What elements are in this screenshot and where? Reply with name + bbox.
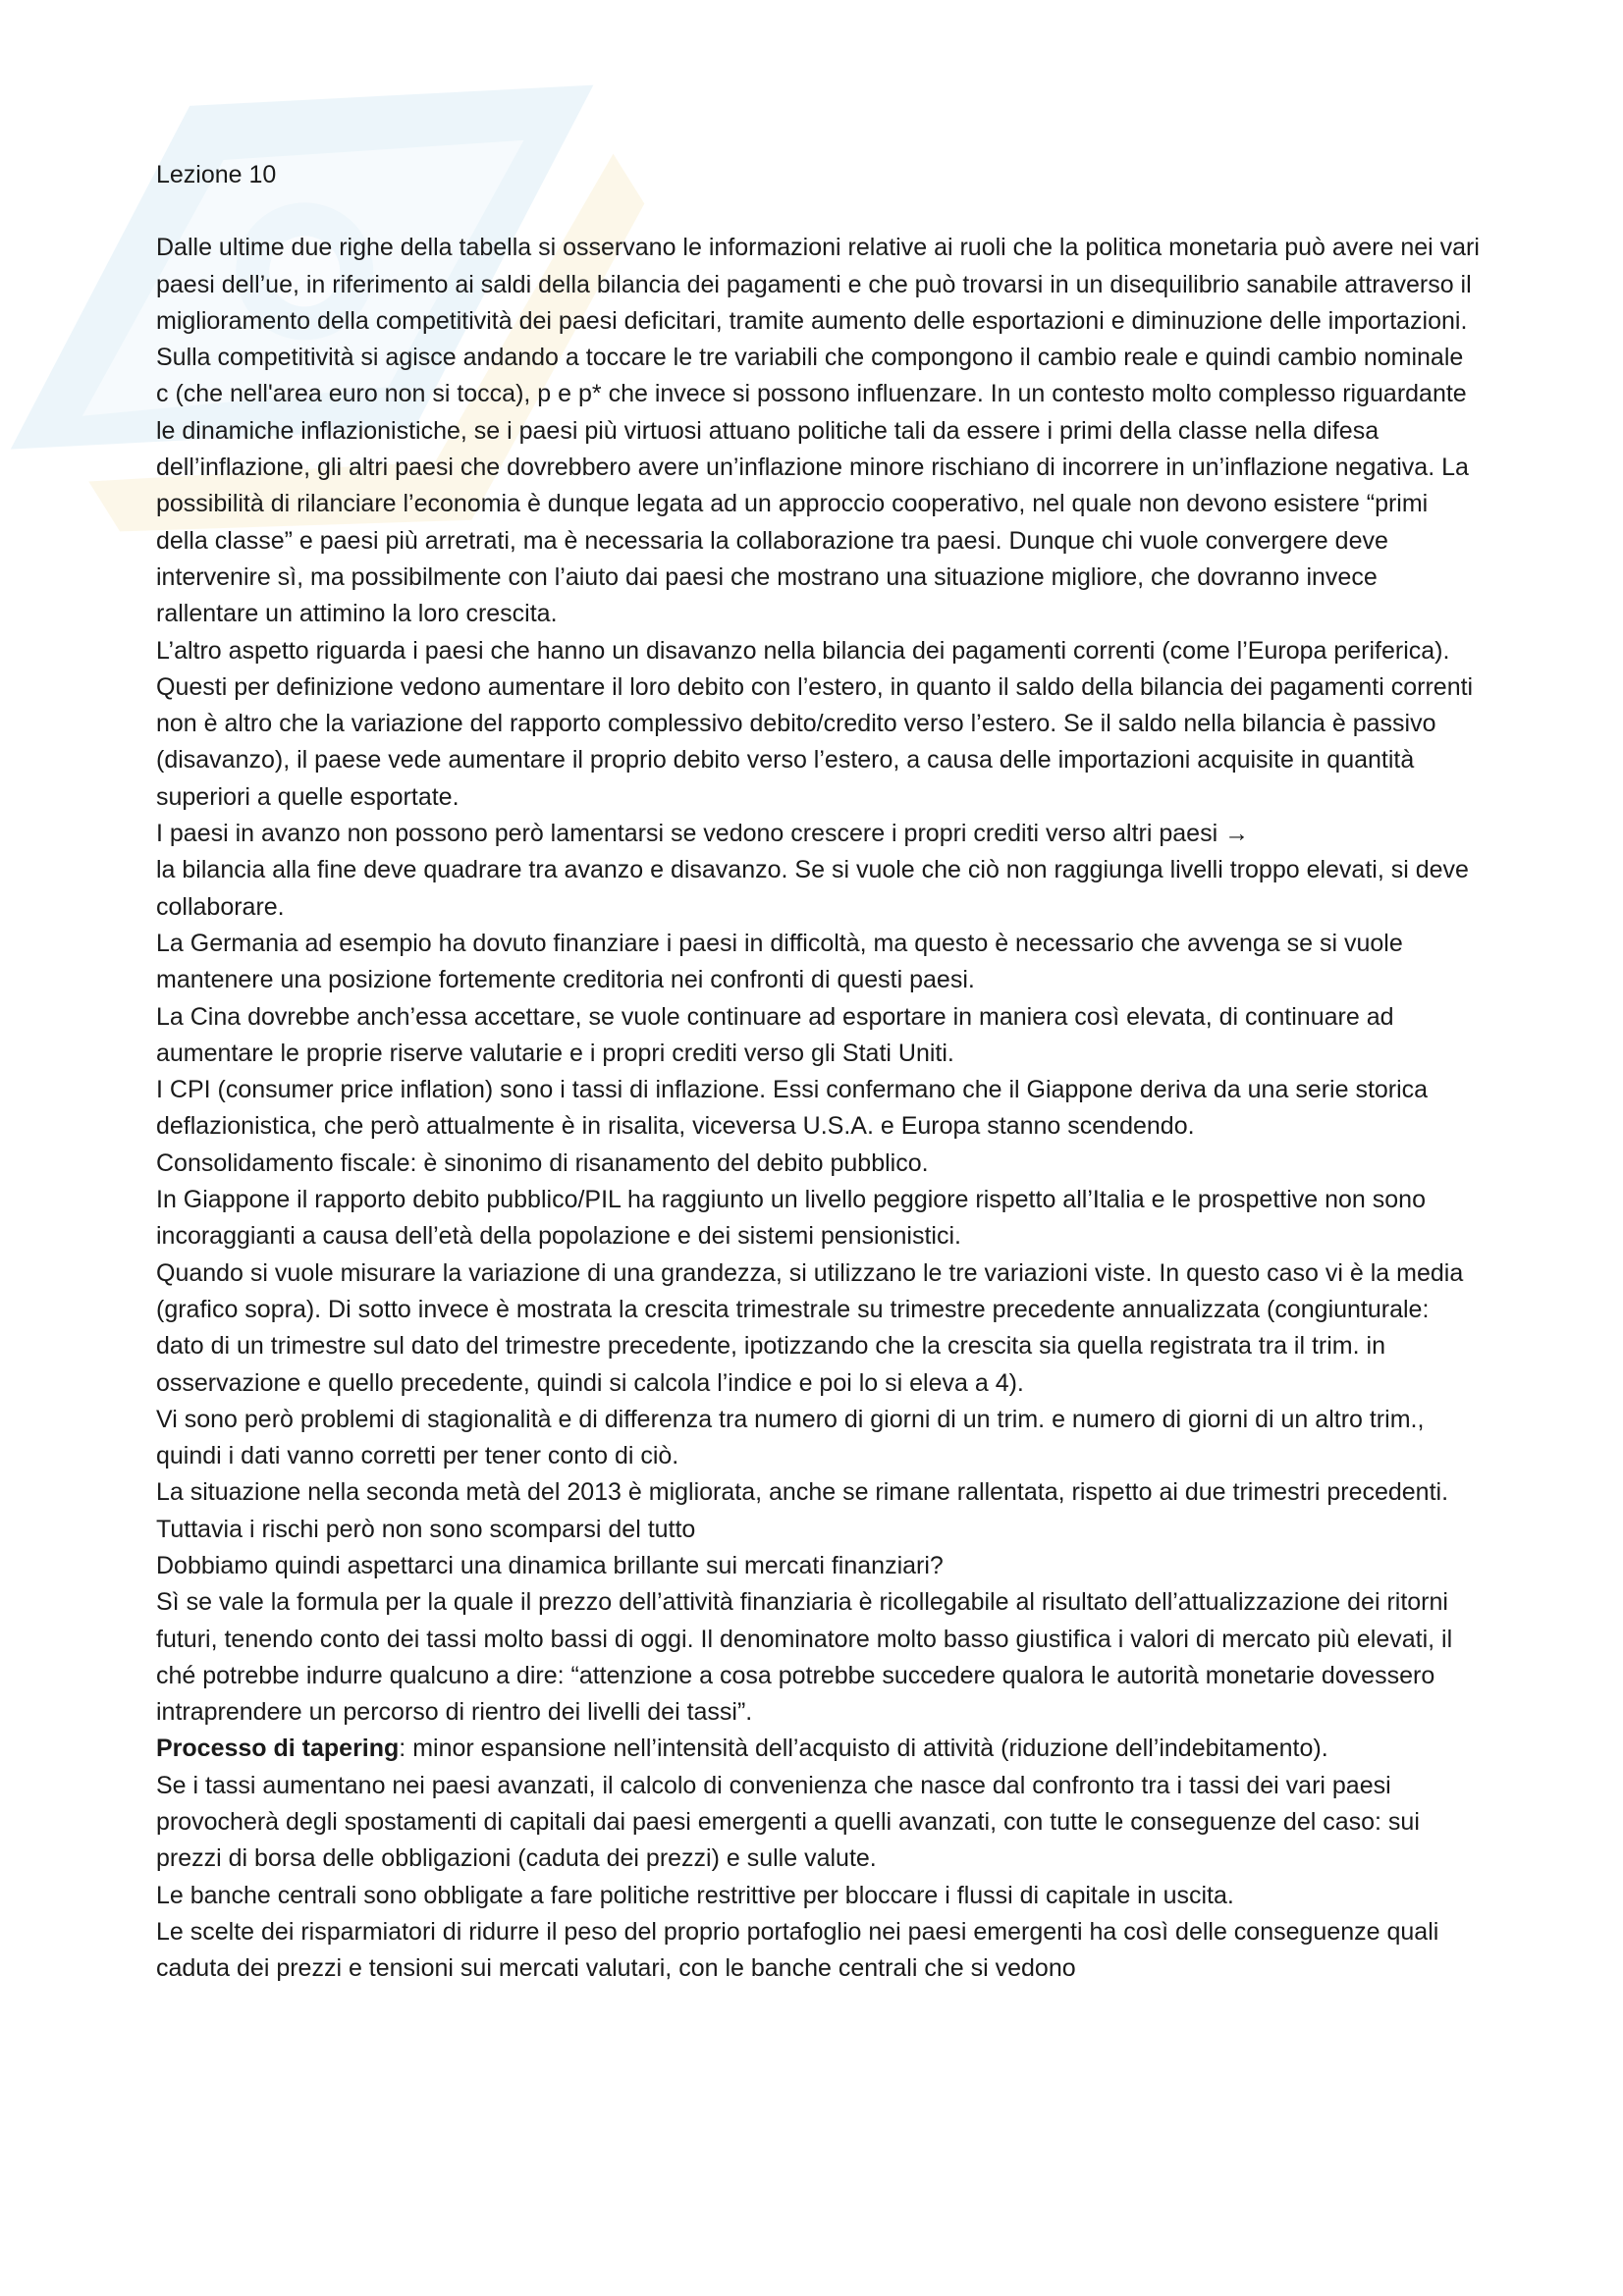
paragraph: L’altro aspetto riguarda i paesi che hanno un disavanzo nella bilancia dei pagamenti correnti (come l’Europa periferica). Questi per definizione vedono aumentare il loro debito con l’estero, in quanto il saldo della bilancia dei pagamenti correnti non è altro che la variazione del rapporto complessivo debito/credito verso l’estero. Se il saldo nella bilancia è passivo (disavanzo), il paese vede aumentare il proprio debito verso l’estero, a causa delle importazioni acquisite in quantità superiori a quelle esportate.: [156, 636, 1474, 811]
tapering-paragraph: [156, 1731, 1482, 1767]
paragraph: I paesi in avanzo non possono però lamentarsi se vedono crescere i propri crediti verso altri paesi →: [156, 820, 1250, 848]
paragraph: Le scelte dei risparmiatori di ridurre il peso del proprio portafoglio nei paesi emergenti ha così delle conseguenze quali caduta dei prezzi e tensioni sui mercati valutari, con le banche centrali che si vedono: [156, 1917, 1439, 1983]
paragraph: la bilancia alla fine deve quadrare tra avanzo e disavanzo. Se si vuole che ciò non raggiunga livelli troppo elevati, si deve collaborare.: [156, 856, 1469, 921]
paragraph: In Giappone il rapporto debito pubblico/PIL ha raggiunto un livello peggiore rispetto all’Italia e le prospettive non sono incoraggianti a causa dell’età della popolazione e dei sistemi pensionistici.: [156, 1186, 1426, 1251]
paragraph: I CPI (consumer price inflation) sono i tassi di inflazione. Essi confermano che il Giappone deriva da una serie storica deflazionistica, che però attualmente è in risalita, viceversa U.S.A. e Europa stanno scendendo.: [156, 1076, 1429, 1141]
paragraph: Se i tassi aumentano nei paesi avanzati, il calcolo di convenienza che nasce dal confronto tra i tassi dei vari paesi provocherà degli spostamenti di capitali dai paesi emergenti a quelli avanzati, con tutte le conseguenze del caso: sui prezzi di borsa delle obbligazioni (caduta dei prezzi) e sulle valute.: [156, 1771, 1420, 1873]
paragraph: La Cina dovrebbe anch’essa accettare, se vuole continuare ad esportare in maniera così elevata, di continuare ad aumentare le proprie riserve valutarie e i propri crediti verso gli Stati Uniti.: [156, 1002, 1394, 1067]
paragraph: Dobbiamo quindi aspettarci una dinamica brillante sui mercati finanziari?: [156, 1551, 944, 1579]
paragraph: Sì se vale la formula per la quale il prezzo dell’attività finanziaria è ricollegabile al risultato dell’attualizzazione dei ritorni futuri, tenendo conto dei tassi molto bassi di oggi. Il denominatore molto basso giustifica i valori di mercato più elevati, il ché potrebbe indurre qualcuno a dire: “attenzione a cosa potrebbe succedere qualora le autorità monetarie dovessero intraprendere un percorso di rientro dei livelli dei tassi”.: [156, 1588, 1453, 1727]
tapering-term: Processo di tapering: [156, 1735, 400, 1763]
paragraph: Consolidamento fiscale: è sinonimo di risanamento del debito pubblico.: [156, 1148, 929, 1177]
paragraph: La Germania ad esempio ha dovuto finanziare i paesi in difficoltà, ma questo è necessario che avvenga se si vuole mantenere una posizione fortemente creditoria nei confronti di questi paesi.: [156, 929, 1403, 994]
paragraph: La situazione nella seconda metà del 2013 è migliorata, anche se rimane rallentata, rispetto ai due trimestri precedenti. Tuttavia i rischi però non sono scomparsi del tutto: [156, 1478, 1449, 1543]
paragraph: Quando si vuole misurare la variazione di una grandezza, si utilizzano le tre variazioni viste. In questo caso vi è la media (grafico sopra). Di sotto invece è mostrata la crescita trimestrale su trimestre precedente annualizzata (congiunturale: dato di un trimestre sul dato del trimestre precedente, ipotizzando che la crescita sia quella registrata tra il trim. in osservazione e quello precedente, quindi si calcola l’indice e poi lo si eleva a 4).: [156, 1258, 1464, 1397]
paragraph: Dalle ultime due righe della tabella si osservano le informazioni relative ai ruoli che la politica monetaria può avere nei vari paesi dell’ue, in riferimento ai saldi della bilancia dei pagamenti e che può trovarsi in un disequilibrio sanabile attraverso il miglioramento della competitività dei paesi deficitari, tramite aumento delle esportazioni e diminuzione delle importazioni.: [156, 234, 1480, 335]
paragraph: Sulla competitività si agisce andando a toccare le tre variabili che compongono il cambio reale e quindi cambio nominale c (che nell'area euro non si tocca), p e p* che invece si possono influenzare. In un contesto molto complesso riguardante le dinamiche inflazionistiche, se i paesi più virtuosi attuano politiche tali da essere i primi della classe nella difesa dell’inflazione, gli altri paesi che dovrebbero avere un’inflazione minore rischiano di incorrere in un’inflazione negativa. La possibilità di rilanciare l’economia è dunque legata ad un approccio cooperativo, nel quale non devono esistere “primi della classe” e paesi più arretrati, ma è necessaria la collaborazione tra paesi. Dunque chi vuole convergere deve intervenire sì, ma possibilmente con l’aiuto dai paesi che mostrano una situazione migliore, che dovranno invece rallentare un attimino la loro crescita.: [156, 344, 1469, 628]
document-body: [156, 157, 1482, 1988]
paragraph: Le banche centrali sono obbligate a fare politiche restrittive per bloccare i flussi di capitale in uscita.: [156, 1881, 1234, 1909]
document-title: Lezione 10: [156, 161, 277, 188]
tapering-definition: : minor espansione nell’intensità dell’acquisto di attività (riduzione dell’indebitamento).: [399, 1735, 1328, 1763]
paragraph: Vi sono però problemi di stagionalità e di differenza tra numero di giorni di un trim. e numero di giorni di un altro trim., quindi i dati vanno corretti per tener conto di ciò.: [156, 1405, 1425, 1470]
